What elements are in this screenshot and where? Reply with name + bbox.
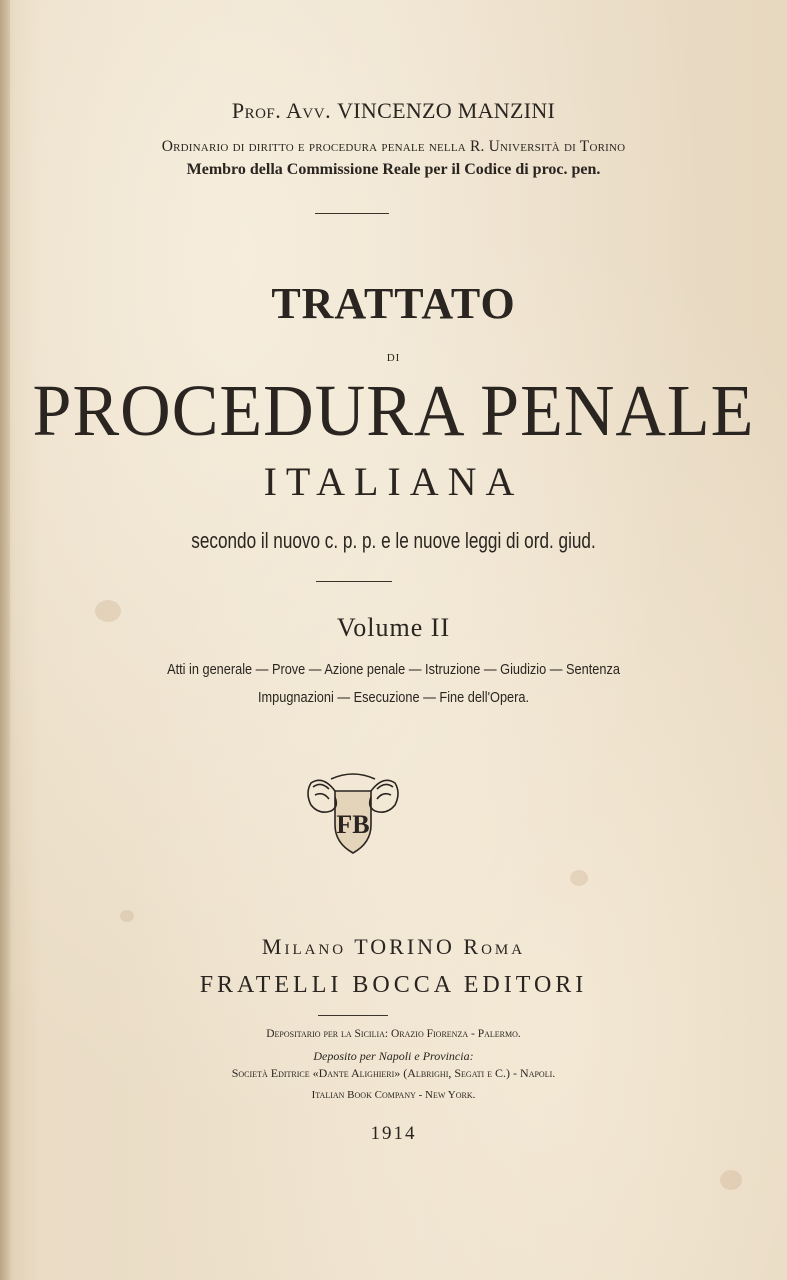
depositary-naples: Società Editrice «Dante Alighieri» (Albrighi, Segati e C.) - Napoli. xyxy=(231,1066,556,1080)
emblem-monogram: FB xyxy=(336,810,370,839)
foxing-spot xyxy=(120,910,134,922)
author-name: VINCENZO MANZINI xyxy=(337,98,556,123)
depositary-naples-label: Deposito per Napoli e Provincia: xyxy=(313,1049,474,1063)
author-membership: Membro della Commissione Reale per il Codice di proc. pen. xyxy=(186,161,601,178)
divider xyxy=(316,581,392,582)
foxing-spot xyxy=(720,1170,742,1190)
publisher-cities: Milano TORINO Roma xyxy=(261,934,526,959)
divider xyxy=(318,1015,388,1016)
author-prefix: Prof. Avv. xyxy=(231,98,332,123)
divider xyxy=(315,213,389,214)
title-subtitle: secondo il nuovo c. p. p. e le nuove leggi di ord. giud. xyxy=(191,528,596,553)
volume-contents-2: Impugnazioni — Esecuzione — Fine dell'Opera. xyxy=(257,689,530,706)
author-role: Ordinario di diritto e procedura penale nella R. Università di Torino xyxy=(161,138,626,155)
title-connector: DI xyxy=(386,352,401,364)
volume-label: Volume II xyxy=(336,613,451,642)
depositary-sicily: Depositario per la Sicilia: Orazio Fiorenza - Palermo. xyxy=(266,1028,521,1040)
publisher-emblem-icon xyxy=(305,771,401,859)
author-line xyxy=(0,98,787,124)
publication-year: 1914 xyxy=(370,1123,417,1144)
volume-contents-1: Atti in generale — Prove — Azione penale — Istruzione — Giudizio — Sentenza xyxy=(167,661,620,678)
depositary-new-york: Italian Book Company - New York. xyxy=(311,1089,476,1101)
foxing-spot xyxy=(570,870,588,886)
title-main: PROCEDURA PENALE xyxy=(32,371,755,452)
title-trattato: TRATTATO xyxy=(271,279,516,328)
title-italiana: ITALIANA xyxy=(263,459,524,504)
publisher-name: FRATELLI BOCCA EDITORI xyxy=(199,972,588,998)
